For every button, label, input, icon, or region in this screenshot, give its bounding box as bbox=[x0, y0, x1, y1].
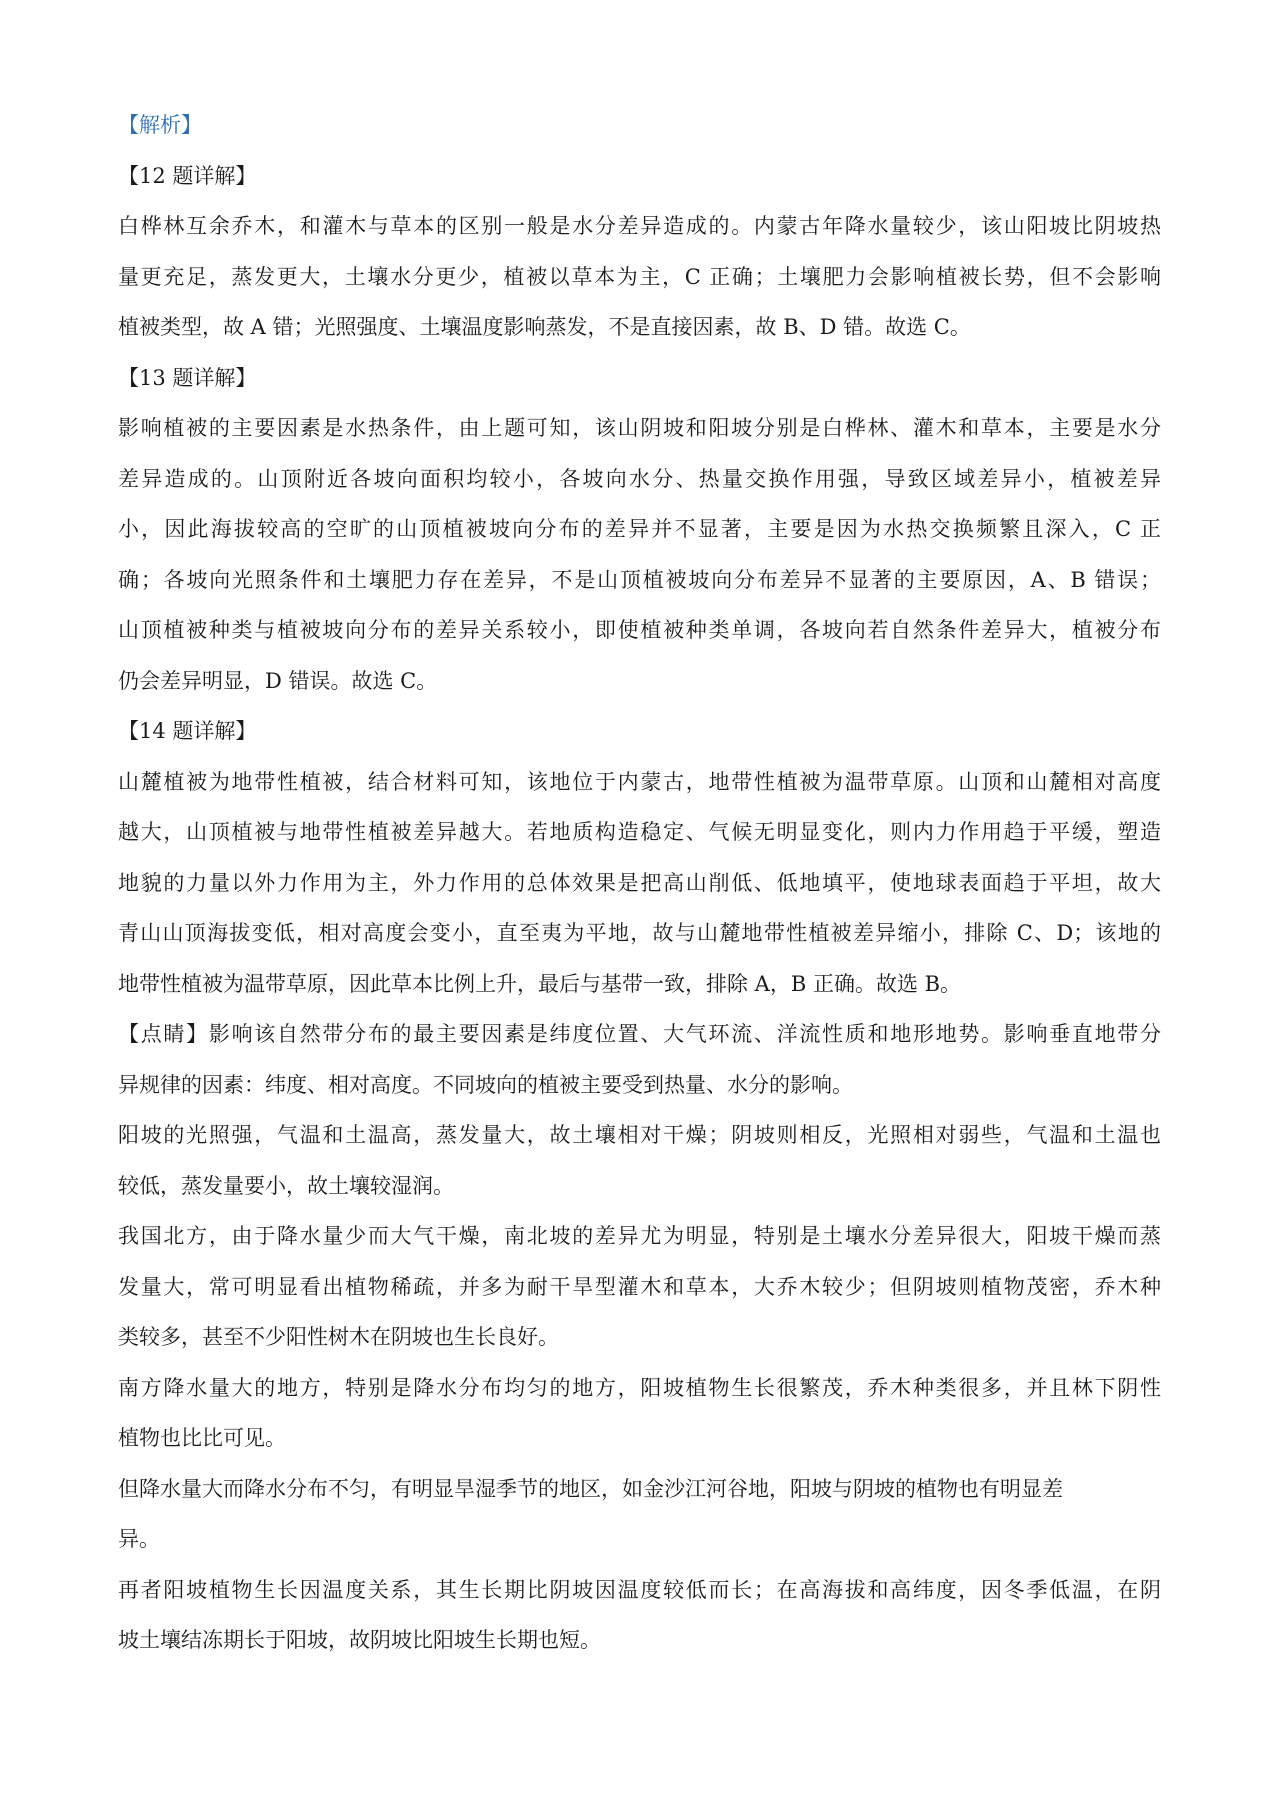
text-line: 差异造成的。山顶附近各坡向面积均较小，各坡向水分、热量交换作用强，导致区域差异小，植被差异 bbox=[118, 466, 1161, 491]
section-13 bbox=[118, 353, 1161, 707]
section-12 bbox=[118, 151, 1161, 353]
text-line: 量更充足，蒸发更大，土壤水分更少，植被以草本为主，C 正确；土壤肥力会影响植被长势，但不会影响 bbox=[118, 264, 1161, 289]
analysis-heading: 【解析】 bbox=[118, 113, 202, 137]
text-line: 山麓植被为地带性植被，结合材料可知，该地位于内蒙古，地带性植被为温带草原。山顶和山麓相对高度 bbox=[118, 769, 1161, 794]
text-line: 影响植被的主要因素是水热条件，由上题可知，该山阴坡和阳坡分别是白桦林、灌木和草本，主要是水分 bbox=[118, 416, 1161, 440]
section-heading: 【14 题详解】 bbox=[118, 719, 257, 743]
text-line: 青山山顶海拔变低，相对高度会变小，直至夷为平地，故与山麓地带性植被差异缩小，排除 C、D；该地的 bbox=[118, 921, 1161, 945]
text-line: 植物也比比可见。 bbox=[118, 1426, 286, 1450]
text-line: 较低，蒸发量要小，故土壤较湿润。 bbox=[118, 1173, 454, 1198]
text-line: 越大，山顶植被与地带性植被差异越大。若地质构造稳定、气候无明显变化，则内力作用趋于平缓，塑造 bbox=[118, 820, 1161, 844]
section-heading: 【13 题详解】 bbox=[118, 365, 257, 390]
text-line: 坡土壤结冻期长于阳坡，故阴坡比阳坡生长期也短。 bbox=[118, 1628, 601, 1652]
tip-label: 【点睛】 bbox=[118, 1022, 209, 1046]
text-line: 影响该自然带分布的最主要因素是纬度位置、大气环流、洋流性质和地形地势。影响垂直地带分 bbox=[208, 1022, 1162, 1046]
text-line: 仍会差异明显，D 错误。故选 C。 bbox=[118, 668, 438, 693]
text-line: 确；各坡向光照条件和土壤肥力存在差异，不是山顶植被坡向分布差异不显著的主要原因，A、B 错误； bbox=[118, 567, 1161, 592]
section-heading: 【12 题详解】 bbox=[118, 163, 257, 188]
text-line: 异规律的因素：纬度、相对高度。不同坡向的植被主要受到热量、水分的影响。 bbox=[118, 1072, 853, 1097]
text-line: 我国北方，由于降水量少而大气干燥，南北坡的差异尤为明显，特别是土壤水分差异很大，阳坡干燥而蒸 bbox=[118, 1224, 1161, 1248]
text-line: 山顶植被种类与植被坡向分布的差异关系较小，即使植被种类单调，各坡向若自然条件差异大，植被分布 bbox=[118, 618, 1161, 642]
text-line: 小，因此海拔较高的空旷的山顶植被坡向分布的差异并不显著，主要是因为水热交换频繁且深入，C 正 bbox=[118, 517, 1161, 541]
text-line: 但降水量大而降水分布不匀，有明显旱湿季节的地区，如金沙江河谷地，阳坡与阴坡的植物也有明显差 bbox=[118, 1476, 1063, 1501]
text-line: 植被类型，故 A 错；光照强度、土壤温度影响蒸发，不是直接因素，故 B、D 错。故选 C。 bbox=[118, 315, 971, 339]
text-line: 发量大，常可明显看出植物稀疏，并多为耐干旱型灌木和草本，大乔木较少；但阴坡则植物茂密，乔木种 bbox=[118, 1274, 1161, 1299]
section-14 bbox=[118, 706, 1161, 1009]
text-line: 南方降水量大的地方，特别是降水分布均匀的地方，阳坡植物生长很繁茂，乔木种类很多，并且林下阴性 bbox=[118, 1375, 1161, 1400]
text-line: 地貌的力量以外力作用为主，外力作用的总体效果是把高山削低、低地填平，使地球表面趋于平坦，故大 bbox=[118, 870, 1161, 895]
text-line: 白桦林互余乔木，和灌木与草本的区别一般是水分差异造成的。内蒙古年降水量较少，该山阳坡比阴坡热 bbox=[118, 214, 1161, 238]
text-line: 类较多，甚至不少阳性树木在阴坡也生长良好。 bbox=[118, 1325, 559, 1349]
text-line: 阳坡的光照强，气温和土温高，蒸发量大，故土壤相对干燥；阴坡则相反，光照相对弱些，气温和土温也 bbox=[118, 1123, 1161, 1147]
tip-first-line bbox=[118, 1009, 1161, 1060]
tip-section bbox=[118, 1009, 1161, 1666]
text-line: 异。 bbox=[118, 1527, 160, 1551]
text-line: 再者阳坡植物生长因温度关系，其生长期比阴坡因温度较低而长；在高海拔和高纬度，因冬季低温，在阴 bbox=[118, 1577, 1161, 1602]
text-line: 地带性植被为温带草原，因此草本比例上升，最后与基带一致，排除 A，B 正确。故选 B。 bbox=[118, 971, 962, 996]
